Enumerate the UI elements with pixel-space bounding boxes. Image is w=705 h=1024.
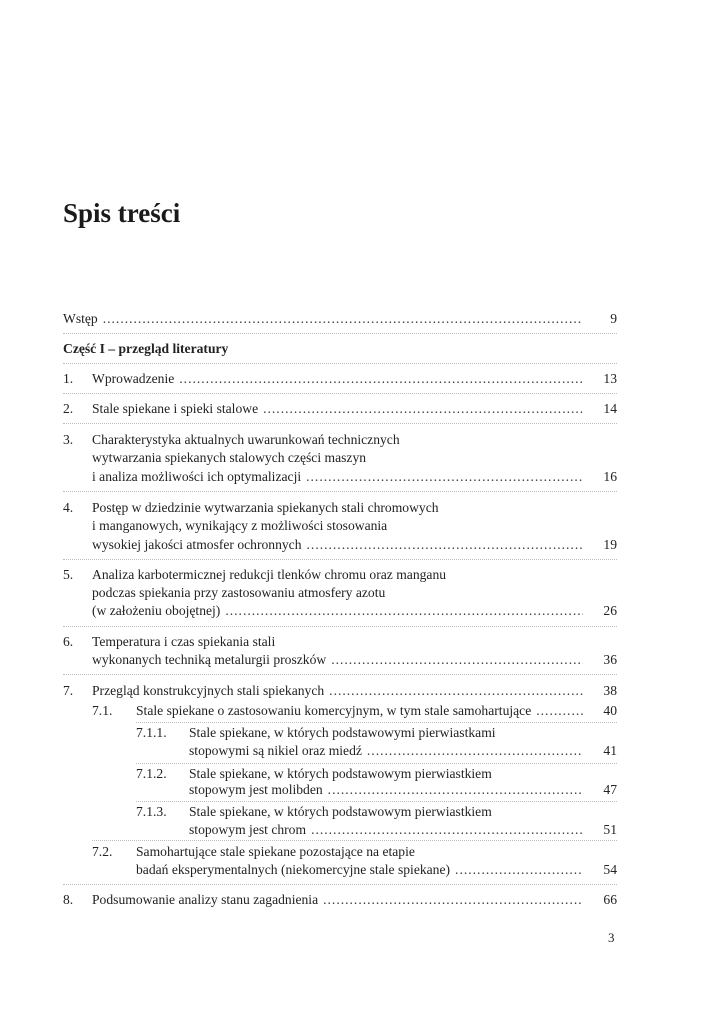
separator [92,840,617,841]
dot-leader [225,601,583,620]
toc-entry-number: 7.1.1. [136,725,167,740]
toc-entry-number: 5. [63,567,74,582]
toc-entry-label: Podsumowanie analizy stanu zagadnienia [92,892,319,907]
toc-entry-line: Charakterystyka aktualnych uwarunkowań technicznych [92,432,400,447]
dot-leader [311,820,583,839]
toc-entry-4[interactable] [63,498,617,555]
dot-leader [455,860,583,879]
toc-entry-2[interactable] [63,399,617,418]
toc-page-number: 14 [603,401,617,416]
toc-entry-label: Stale spiekane i spieki stalowe [92,401,259,416]
toc-page-number: 9 [610,311,617,326]
toc-entry-label: stopowymi są nikiel oraz miedź [189,743,362,758]
toc-entry-line: Stale spiekane, w których podstawowym pierwiastkiem [189,766,492,781]
toc-entry-number: 7.1.3. [136,804,167,819]
toc-entry-number: 3. [63,432,74,447]
toc-entry-line: i manganowych, wynikający z możliwości stosowania [92,518,388,533]
toc-page-number: 41 [603,743,617,758]
toc-page-number: 51 [603,822,617,837]
toc-entry-line: wytwarzania spiekanych stalowych części maszyn [92,450,367,465]
toc-entry-intro[interactable] [63,309,617,328]
toc-entry-label: (w założeniu obojętnej) [92,603,221,618]
toc-entry-number: 2. [63,401,74,416]
separator [63,423,617,424]
separator [63,393,617,394]
page-number: 3 [608,930,615,945]
separator [63,626,617,627]
toc-entry-label: stopowym jest molibden [189,782,323,797]
toc-entry-line: Samohartujące stale spiekane pozostające na etapie [136,844,415,859]
dot-leader [179,369,583,388]
toc-entry-label: Wstęp [63,311,98,326]
dot-leader [367,741,583,760]
dot-leader [103,309,583,328]
toc-entry-label: i analiza możliwości ich optymalizacji [92,469,302,484]
toc-entry-label: Stale spiekane o zastosowaniu komercyjnym, w tym stale samohartujące [136,703,532,718]
toc-page-number: 66 [603,892,617,907]
toc-entry-7-2[interactable] [63,842,617,880]
toc-page-number: 36 [603,652,617,667]
toc-entry-number: 8. [63,892,74,907]
dot-leader [263,399,583,418]
toc-entry-number: 7.1. [92,703,113,718]
toc-entry-line: podczas spiekania przy zastosowaniu atmosfery azotu [92,585,386,600]
toc-entry-7-1-1[interactable] [63,723,617,761]
dot-leader [331,650,583,669]
toc-entry-number: 6. [63,634,74,649]
toc-entry-line: Temperatura i czas spiekania stali [92,634,276,649]
toc-page-number: 13 [603,371,617,386]
dot-leader [329,681,583,700]
dot-leader [328,780,583,799]
toc-entry-label: stopowym jest chrom [189,822,307,837]
toc-page-number: 54 [603,862,617,877]
toc-entry-number: 4. [63,500,74,515]
separator [63,491,617,492]
part-heading: Część I – przegląd literatury [63,341,229,356]
toc-entry-3[interactable] [63,430,617,487]
toc-entry-line: Analiza karbotermicznej redukcji tlenków chromu oraz manganu [92,567,447,582]
dot-leader [323,890,583,909]
separator [63,884,617,885]
toc-page-number: 19 [603,537,617,552]
toc-entry-7-1[interactable] [63,701,617,720]
toc-entry-line: Stale spiekane, w których podstawowym pierwiastkiem [189,804,492,819]
dot-leader [307,535,583,554]
dot-leader [306,467,583,486]
toc-entry-number: 1. [63,371,74,386]
toc-entry-6[interactable] [63,632,617,670]
toc-page-number: 40 [603,703,617,718]
toc-entry-line: Stale spiekane, w których podstawowymi pierwiastkami [189,725,496,740]
toc-page-number: 16 [603,469,617,484]
toc-entry-5[interactable] [63,565,617,622]
dot-leader [536,701,583,720]
separator [63,559,617,560]
toc-entry-label: wysokiej jakości atmosfer ochronnych [92,537,302,552]
toc-entry-7-1-3[interactable] [63,802,617,840]
toc-entry-label: badań eksperymentalnych (niekomercyjne stale spiekane) [136,862,451,877]
toc-page-number: 47 [603,782,617,797]
toc-entry-line: Postęp w dziedzinie wytwarzania spiekanych stali chromowych [92,500,439,515]
toc-entry-label: wykonanych techniką metalurgii proszków [92,652,327,667]
toc-entry-label: Przegląd konstrukcyjnych stali spiekanych [92,683,325,698]
toc-entry-number: 7.1.2. [136,766,167,781]
separator [63,333,617,334]
toc-page-number: 26 [603,603,617,618]
toc-entry-label: Wprowadzenie [92,371,175,386]
table-of-contents [63,0,623,1024]
separator [63,363,617,364]
toc-entry-1[interactable] [63,369,617,388]
page-title: Spis treści [63,198,181,228]
toc-entry-7-1-2[interactable] [63,764,617,802]
toc-entry-number: 7.2. [92,844,113,859]
separator [63,674,617,675]
toc-page-number: 38 [603,683,617,698]
toc-entry-7[interactable] [63,681,617,700]
toc-entry-number: 7. [63,683,74,698]
toc-entry-8[interactable] [63,890,617,909]
